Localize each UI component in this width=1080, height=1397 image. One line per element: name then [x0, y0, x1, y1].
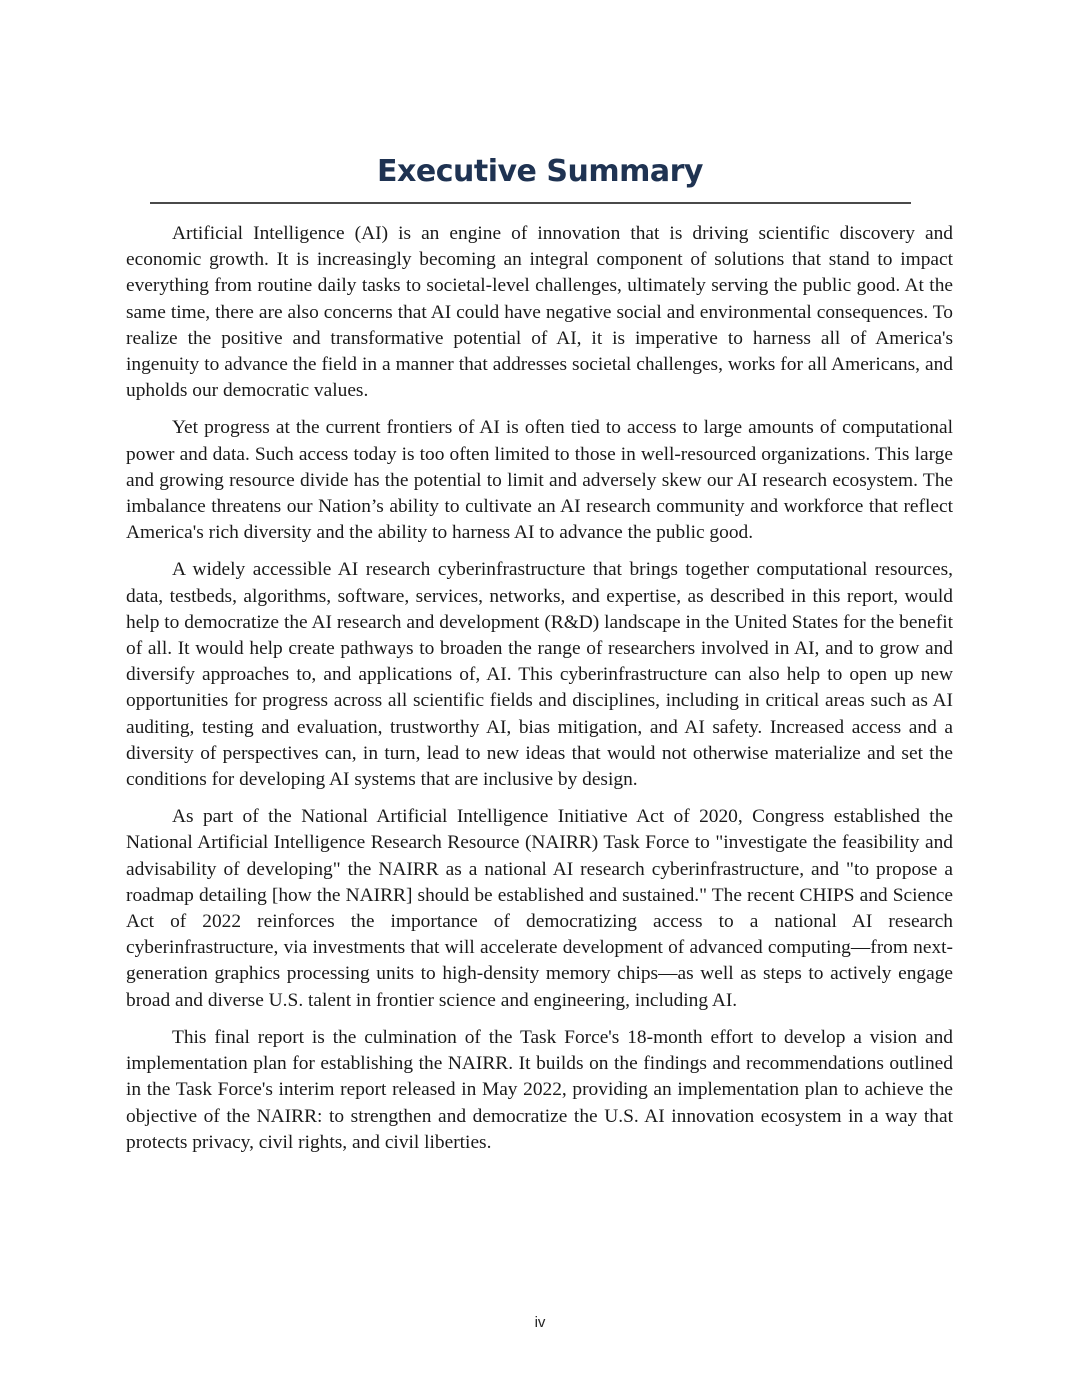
- paragraph-nairr-task-force: As part of the National Artificial Intelligence Initiative Act of 2020, Congress established the National Artificial Intelligence Research Resource (NAIRR) Task Force to "investigate the feasibility and advisability of developing" the NAIRR as a national AI research cyberinfrastructure, and "to propose a roadmap detailing [how the NAIRR] should be established and sustained." The recent CHIPS and Science Act of 2022 reinforces the importance of democratizing access to a national AI research cyberinfrastructure, via investments that will accelerate development of advanced computing—from next-generation graphics processing units to high-density memory chips—as well as steps to actively engage broad and diverse U.S. talent in frontier science and engineering, including AI.: [126, 806, 953, 1011]
- page-number: iv: [534, 1314, 546, 1331]
- paragraph-cyberinfrastructure: A widely accessible AI research cyberinfrastructure that brings together computational resources, data, testbeds, algorithms, software, services, networks, and expertise, as described in this report, would help to democratize the AI research and development (R&D) landscape in the United States for the benefit of all. It would help create pathways to broaden the range of researchers involved in AI, and to grow and diversify approaches to, and applications of, AI. This cyberinfrastructure can also help to open up new opportunities for progress across all scientific fields and disciplines, including in critical areas such as AI auditing, testing and evaluation, trustworthy AI, bias mitigation, and AI safety. Increased access and a diversity of perspectives can, in turn, lead to new ideas that would not otherwise materialize and set the conditions for developing AI systems that are inclusive by design.: [126, 559, 953, 791]
- paragraph-final-report: This final report is the culmination of the Task Force's 18-month effort to develop a vision and implementation plan for establishing the NAIRR. It builds on the findings and recommendations outlined in the Task Force's interim report released in May 2022, providing an implementation plan to achieve the objective of the NAIRR: to strengthen and democratize the U.S. AI innovation ecosystem in a way that protects privacy, civil rights, and civil liberties.: [126, 1026, 953, 1153]
- title-underline-divider: [150, 202, 911, 204]
- page-title: Executive Summary: [377, 154, 703, 189]
- paragraph-ai-engine-of-innovation: Artificial Intelligence (AI) is an engine of innovation that is driving scientific discovery and economic growth. It is increasingly becoming an integral component of solutions that stand to impact everything from routine daily tasks to societal-level challenges, ultimately serving the public good. At the same time, there are also concerns that AI could have negative social and environmental consequences. To realize the positive and transformative potential of AI, it is imperative to harness all of America's ingenuity to advance the field in a manner that addresses societal challenges, works for all Americans, and upholds our democratic values.: [126, 223, 953, 402]
- body-text: [126, 221, 953, 1167]
- paragraph-resource-divide: Yet progress at the current frontiers of AI is often tied to access to large amounts of computational power and data. Such access today is too often limited to those in well-resourced organizations. This large and growing resource divide has the potential to limit and adversely skew our AI research ecosystem. The imbalance threatens our Nation’s ability to cultivate an AI research community and workforce that reflect America's rich diversity and the ability to harness AI to advance the public good.: [126, 417, 953, 544]
